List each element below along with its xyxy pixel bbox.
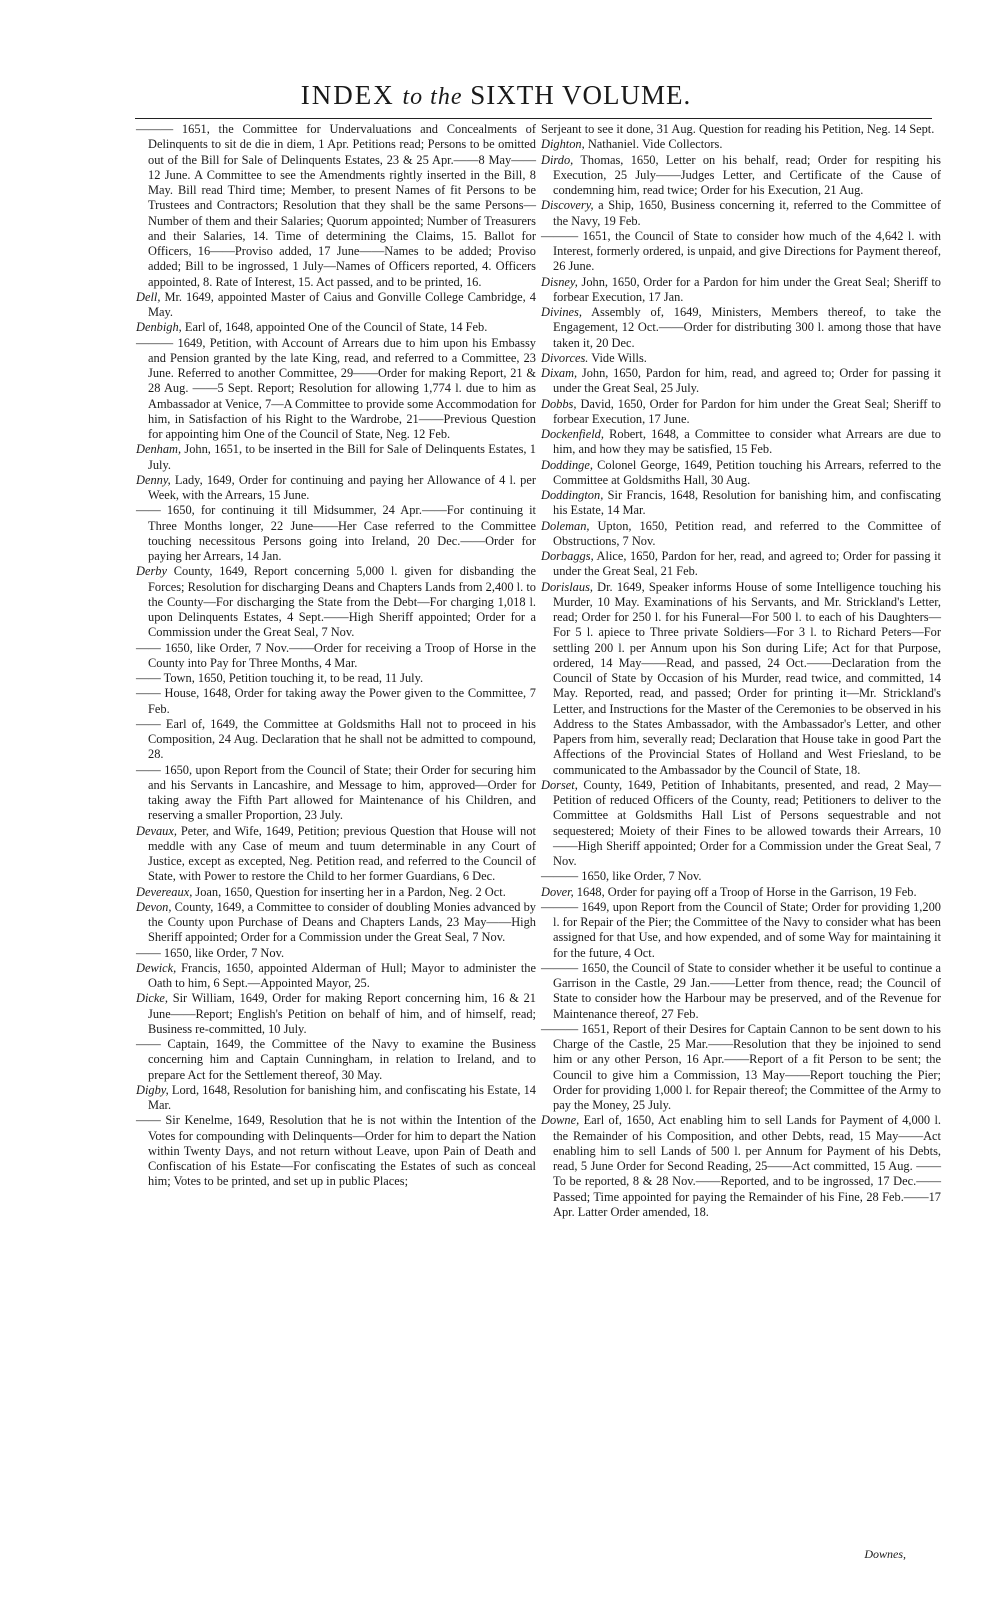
page-title: [0, 80, 992, 111]
entry-text: John, 1651, to be inserted in the Bill for Sale of Delinquents Estates, 1 July.: [148, 442, 536, 472]
index-entry: [541, 153, 941, 199]
index-entry: [541, 488, 941, 519]
entry-heading: Dobbs,: [541, 396, 577, 411]
entry-text: ——— 1651, the Committee for Undervaluations and Concealments of Delinquents to sit de die in diem, 1 Apr. Petitions read; Persons to be omitted out of the Bill for Sale of Delinquents Estates, 23 & 25 Apr.——8 May——12 June. A Committee to see the Amendments rightly inserted in the Bill, 8 May. Bill read Third time; Member, to present Names of fit Persons to be Trustees and Contractors; Resolution that they shall be the same Persons—Number of them and their Salaries; Quorum appointed; Number of Treasurers and their Salaries, 14. Time of determining the Claims, 15. Ballot for Officers, 16——Proviso added, 17 June——Names to be added; Proviso added; Bill to be ingrossed, 1 July—Names of Officers reported, 4. Officers appointed, 8. Rate of Interest, 15. Act passed, and to be printed, 16.: [136, 122, 536, 289]
entry-heading: Dorislaus,: [541, 579, 593, 594]
index-entry: [541, 427, 941, 458]
entry-text: County, 1649, Report concerning 5,000 l. given for disbanding the Forces; Resolution for discharging Deans and Chapters Lands from 2,400 l. to the County—For discharging the State from the Debt—For charging 1,018 l. upon Delinquents Estates, 4 Sept.——High Sheriff appointed; Order for a Commission under the Great Seal, 7 Nov.: [148, 564, 536, 640]
entry-text: County, 1649, Petition of Inhabitants, presented, and read, 2 May—Petition of reduced Officers of the County, read; Petitioners to deliver to the Committee at Goldsmiths Hall List of Persons sequestrable and not sequestered; Moiety of their Fines to be allowed towards their Arrears, 10——High Sheriff appointed; Order for a Commission under the Great Seal, 7 Nov.: [553, 777, 941, 868]
title-volume: SIXTH VOLUME.: [470, 80, 692, 110]
index-entry: [541, 580, 941, 778]
entry-text: ——— 1651, the Council of State to consider how much of the 4,642 l. with Interest, formerly ordered, is unpaid, and give Directions for Payment thereof, 26 June.: [541, 228, 941, 274]
index-entry: [136, 1037, 536, 1083]
index-entry: [541, 961, 941, 1022]
entry-heading: Disney,: [541, 274, 578, 289]
entry-text: Earl of, 1648, appointed One of the Council of State, 14 Feb.: [181, 320, 488, 335]
entry-heading: Dighton,: [541, 137, 585, 152]
entry-text: John, 1650, Order for a Pardon for him under the Great Seal; Sheriff to forbear Execution, 17 Jan.: [553, 274, 941, 304]
index-entry: [136, 503, 536, 564]
header-rule: [135, 118, 932, 119]
index-entry: [541, 229, 941, 275]
entry-heading: Dixam,: [541, 366, 578, 380]
right-column: [541, 122, 941, 1220]
entry-text: County, 1649, a Committee to consider of doubling Monies advanced by the County upon Purchase of Deans and Chapters Lands, 23 May——High Sheriff appointed; Order for a Commission under the Great Seal, 7 Nov.: [148, 899, 536, 945]
index-entry: [136, 885, 536, 900]
entry-heading: Divines,: [541, 305, 582, 319]
entry-text: —— 1650, like Order, 7 Nov.——Order for receiving a Troop of Horse in the County into Pay for Three Months, 4 Mar.: [136, 640, 536, 670]
entry-text: Earl of, 1650, Act enabling him to sell Lands for Payment of 4,000 l. the Remainder of his Composition, and other Debts, read, 15 May——Act enabling him to sell Lands of 500 l. per Annum for Payment of his Debts, read, 5 June Order for Second Reading, 25——Act committed, 15 Aug. ——To be reported, 8 & 28 Nov.——Reported, and to be ingrossed, 17 Dec.——Passed; Time appointed for paying the Remainder of his Fine, 28 Feb.——17 Apr. Latter Order amended, 18.: [553, 1113, 941, 1219]
entry-text: —— Captain, 1649, the Committee of the Navy to examine the Business concerning him and Captain Cunningham, in relation to Ireland, and to prepare Act for the Settlement thereof, 30 May.: [136, 1037, 536, 1082]
index-entry: [136, 336, 536, 443]
index-entry: [136, 442, 536, 473]
entry-text: Sir Francis, 1648, Resolution for banishing him, and confiscating his Estate, 14 Mar.: [553, 488, 941, 518]
index-entry: [541, 397, 941, 428]
entry-text: Joan, 1650, Question for inserting her in a Pardon, Neg. 2 Oct.: [192, 884, 506, 899]
entry-text: —— 1650, like Order, 7 Nov.: [136, 945, 285, 960]
index-entry: [136, 1083, 536, 1114]
entry-text: John, 1650, Pardon for him, read, and agreed to; Order for passing it under the Great Seal, 25 July.: [553, 366, 941, 396]
index-entry: [541, 366, 941, 397]
entry-text: Upton, 1650, Petition read, and referred to the Committee of Obstructions, 7 Nov.: [553, 518, 941, 548]
entry-text: Mr. 1649, appointed Master of Caius and Gonville College Cambridge, 4 May.: [148, 289, 536, 319]
index-entry: [136, 290, 536, 321]
entry-text: —— Sir Kenelme, 1649, Resolution that he is not within the Intention of the Votes for compounding with Delinquents—Order for him to depart the Nation within Twenty Days, and not return without Leave, upon Pain of Death and Confiscation of his Estate—For confiscating the Estates of such as conceal him; Votes to be printed, and set up in public Places;: [136, 1113, 536, 1189]
index-entry: [541, 305, 941, 351]
entry-text: —— House, 1648, Order for taking away the Power given to the Committee, 7 Feb.: [136, 686, 536, 716]
entry-heading: Devon,: [136, 899, 172, 914]
index-entry: [136, 564, 536, 640]
index-entry: [541, 137, 941, 152]
entry-text: Peter, and Wife, 1649, Petition; previous Question that House will not meddle with any Case of meum and tuum determinable in any Court of Justice, except as excepted, Neg. Petition read, and referred to the Council of State, with Power to restore the Child to her former Guardians, 6 Dec.: [148, 823, 536, 884]
entry-heading: Digby,: [136, 1082, 169, 1097]
entry-text: —— Town, 1650, Petition touching it, to be read, 11 July.: [136, 671, 424, 685]
index-entry: [541, 458, 941, 489]
index-entry: [136, 900, 536, 946]
entry-text: —— 1650, for continuing it till Midsummer, 24 Apr.——For continuing it Three Months longer, 22 June——Her Case referred to the Committee touching necessitous Persons going into Ireland, 20 Dec.——Order for paying her Arrears, 14 Jan.: [136, 503, 536, 563]
entry-heading: Doddinge,: [541, 457, 593, 472]
index-entry: [136, 991, 536, 1037]
entry-text: ——— 1650, the Council of State to consider whether it be useful to continue a Garrison in the Castle, 29 Jan.——Letter from thence, read; the Council of State to consider how the Harbour may be preserved, and of the Revenue for Maintenance thereof, 27 Feb.: [541, 960, 941, 1021]
entry-text: Dr. 1649, Speaker informs House of some Intelligence touching his Murder, 10 May. Examinations of his Servants, and Mr. Strickland's Letter, read; Order for 250 l. for his Funeral—For 500 l. to each of his Daughters—For 5 l. apiece to Three private Soldiers—For 3 l. to Richard Peters—For settling 200 l. per Annum upon his Son during Life; Act for that Purpose, ordered, 14 May——Read, and passed, 24 Oct.——Declaration from the Council of State by Occasion of his Murder, read twice, and committed, 14 May. Reported, read, and passed; Order for printing it—Mr. Strickland's Letter, and Instructions for the Master of the Ceremonies to be observed in his Address to the States Ambassador, with the Ambassador's Letter, and other Papers from him, severally read; Declaration that House take in good Part the Affections of the Provincial States of Holland and West Friesland, to be communicated to the Ambassador by the Council of State, 18.: [553, 579, 941, 777]
entry-heading: Dirdo,: [541, 152, 574, 167]
entry-text: Francis, 1650, appointed Alderman of Hull; Mayor to administer the Oath to him, 6 Sept.—Appointed Mayor, 25.: [148, 960, 536, 990]
catchword: Downes,: [864, 1547, 906, 1561]
title-index: INDEX: [300, 80, 395, 110]
index-entry: [136, 1113, 536, 1189]
entry-heading: Discovery,: [541, 198, 594, 213]
index-entry: [541, 275, 941, 306]
index-entry: [541, 122, 941, 137]
entry-text: David, 1650, Order for Pardon for him under the Great Seal; Sheriff to forbear Execution, 17 June.: [553, 396, 941, 426]
index-entry: [541, 900, 941, 961]
entry-text: Lord, 1648, Resolution for banishing him, and confiscating his Estate, 14 Mar.: [148, 1082, 536, 1112]
entry-heading: Devaux,: [136, 823, 177, 838]
entry-heading: Downe,: [541, 1113, 580, 1128]
index-entry: [541, 519, 941, 550]
index-entry: [136, 641, 536, 672]
entry-heading: Devereaux,: [136, 884, 193, 899]
index-entry: [136, 946, 536, 961]
entry-text: Sir William, 1649, Order for making Report concerning him, 16 & 21 June——Report; English's Petition on behalf of him, and of himself, read; Business re-committed, 10 July.: [148, 991, 536, 1036]
entry-text: 1648, Order for paying off a Troop of Horse in the Garrison, 19 Feb.: [573, 884, 917, 899]
index-entry: [136, 473, 536, 504]
entry-heading: Dover,: [541, 884, 574, 899]
index-entry: [541, 778, 941, 870]
entry-heading: Derby: [136, 564, 167, 579]
entry-text: Vide Wills.: [588, 350, 647, 365]
title-to-the: to the: [402, 84, 463, 110]
index-entry: [136, 686, 536, 717]
index-entry: [136, 961, 536, 992]
index-entry: [541, 351, 941, 366]
index-entry: [136, 671, 536, 686]
index-entry: [541, 1022, 941, 1114]
entry-heading: Dorbaggs,: [541, 549, 594, 563]
entry-text: Colonel George, 1649, Petition touching his Arrears, referred to the Committee at Goldsmiths Hall, 30 Aug.: [553, 457, 941, 487]
entry-heading: Denbigh,: [136, 320, 182, 335]
index-entry: [136, 763, 536, 824]
index-entry: [136, 824, 536, 885]
index-entry: [541, 1113, 941, 1220]
entry-heading: Denham,: [136, 442, 182, 457]
entry-heading: Dockenfield,: [541, 427, 604, 441]
entry-text: ——— 1651, Report of their Desires for Captain Cannon to be sent down to his Charge of the Castle, 25 Mar.——Resolution that they be injoined to send him or any other Person, 16 Apr.——Report of a fit Person to be sent; the Council to give him a Commission, 13 May——Report touching the Pier; Order for providing 1,000 l. for Repair thereof; the Committee of the Army to pay the Money, 25 July.: [541, 1021, 941, 1112]
entry-text: —— 1650, upon Report from the Council of State; their Order for securing him and his Servants in Lancashire, and Message to him, approved—Order for taking away the Fifth Part allowed for Maintenance of his Children, and reserving a smaller Proportion, 23 July.: [136, 762, 536, 823]
entry-text: Robert, 1648, a Committee to consider what Arrears are due to him, and how they may be satisfied, 15 Feb.: [553, 427, 941, 457]
entry-heading: Dewick,: [136, 960, 177, 975]
index-entry: [541, 549, 941, 580]
left-column: [136, 122, 536, 1190]
entry-text: ——— 1649, upon Report from the Council of State; Order for providing 1,200 l. for Repair of the Pier; the Committee of the Navy to consider what has been assigned for that Use, and how expended, and of some Way for maintaining it for the future, 4 Oct.: [541, 899, 941, 960]
entry-heading: Denny,: [136, 472, 171, 487]
entry-text: Lady, 1649, Order for continuing and paying her Allowance of 4 l. per Week, with the Arrears, 15 June.: [148, 472, 536, 502]
entry-heading: Dorset,: [541, 777, 578, 792]
entry-text: ——— 1650, like Order, 7 Nov.: [541, 869, 702, 884]
entry-text: Thomas, 1650, Letter on his behalf, read; Order for respiting his Execution, 25 July——Judges Letter, and Certificate of the Cause of condemning him, read twice; Order for his Execution, 21 Aug.: [553, 152, 941, 197]
index-entry: [541, 885, 941, 900]
index-entry: [136, 717, 536, 763]
entry-heading: Dicke,: [136, 991, 168, 1006]
index-entry: [136, 320, 536, 335]
entry-text: Assembly of, 1649, Ministers, Members thereof, to take the Engagement, 12 Oct.——Order for distributing 300 l. among those that have taken it, 20 Dec.: [553, 305, 941, 350]
index-entry: [541, 869, 941, 884]
index-entry: [541, 198, 941, 229]
entry-heading: Doleman,: [541, 518, 590, 533]
entry-text: ——— 1649, Petition, with Account of Arrears due to him upon his Embassy and Pension granted by the late King, read, and referred to a Committee, 23 June. Referred to another Committee, 29——Order for making Report, 21 & 28 Aug. ——5 Sept. Report; Resolution for allowing 1,774 l. due to him as Ambassador at Venice, 7—A Committee to provide some Accommodation for him, in Satisfaction of his Right to the Wardrobe, 21——Previous Question for appointing him One of the Council of State, Neg. 12 Feb.: [136, 335, 536, 441]
entry-text: Serjeant to see it done, 31 Aug. Question for reading his Petition, Neg. 14 Sept.: [541, 122, 935, 136]
entry-heading: Divorces.: [541, 350, 589, 365]
entry-text: Alice, 1650, Pardon for her, read, and agreed to; Order for passing it under the Great Seal, 21 Feb.: [553, 549, 941, 579]
entry-heading: Doddington,: [541, 488, 604, 502]
entry-text: Nathaniel. Vide Collectors.: [584, 137, 723, 152]
entry-text: a Ship, 1650, Business concerning it, referred to the Committee of the Navy, 19 Feb.: [553, 198, 941, 228]
index-entry: [136, 122, 536, 290]
entry-heading: Dell,: [136, 289, 161, 304]
entry-text: —— Earl of, 1649, the Committee at Goldsmiths Hall not to proceed in his Composition, 24 Aug. Declaration that he shall not be admitted to compound, 28.: [136, 716, 536, 762]
